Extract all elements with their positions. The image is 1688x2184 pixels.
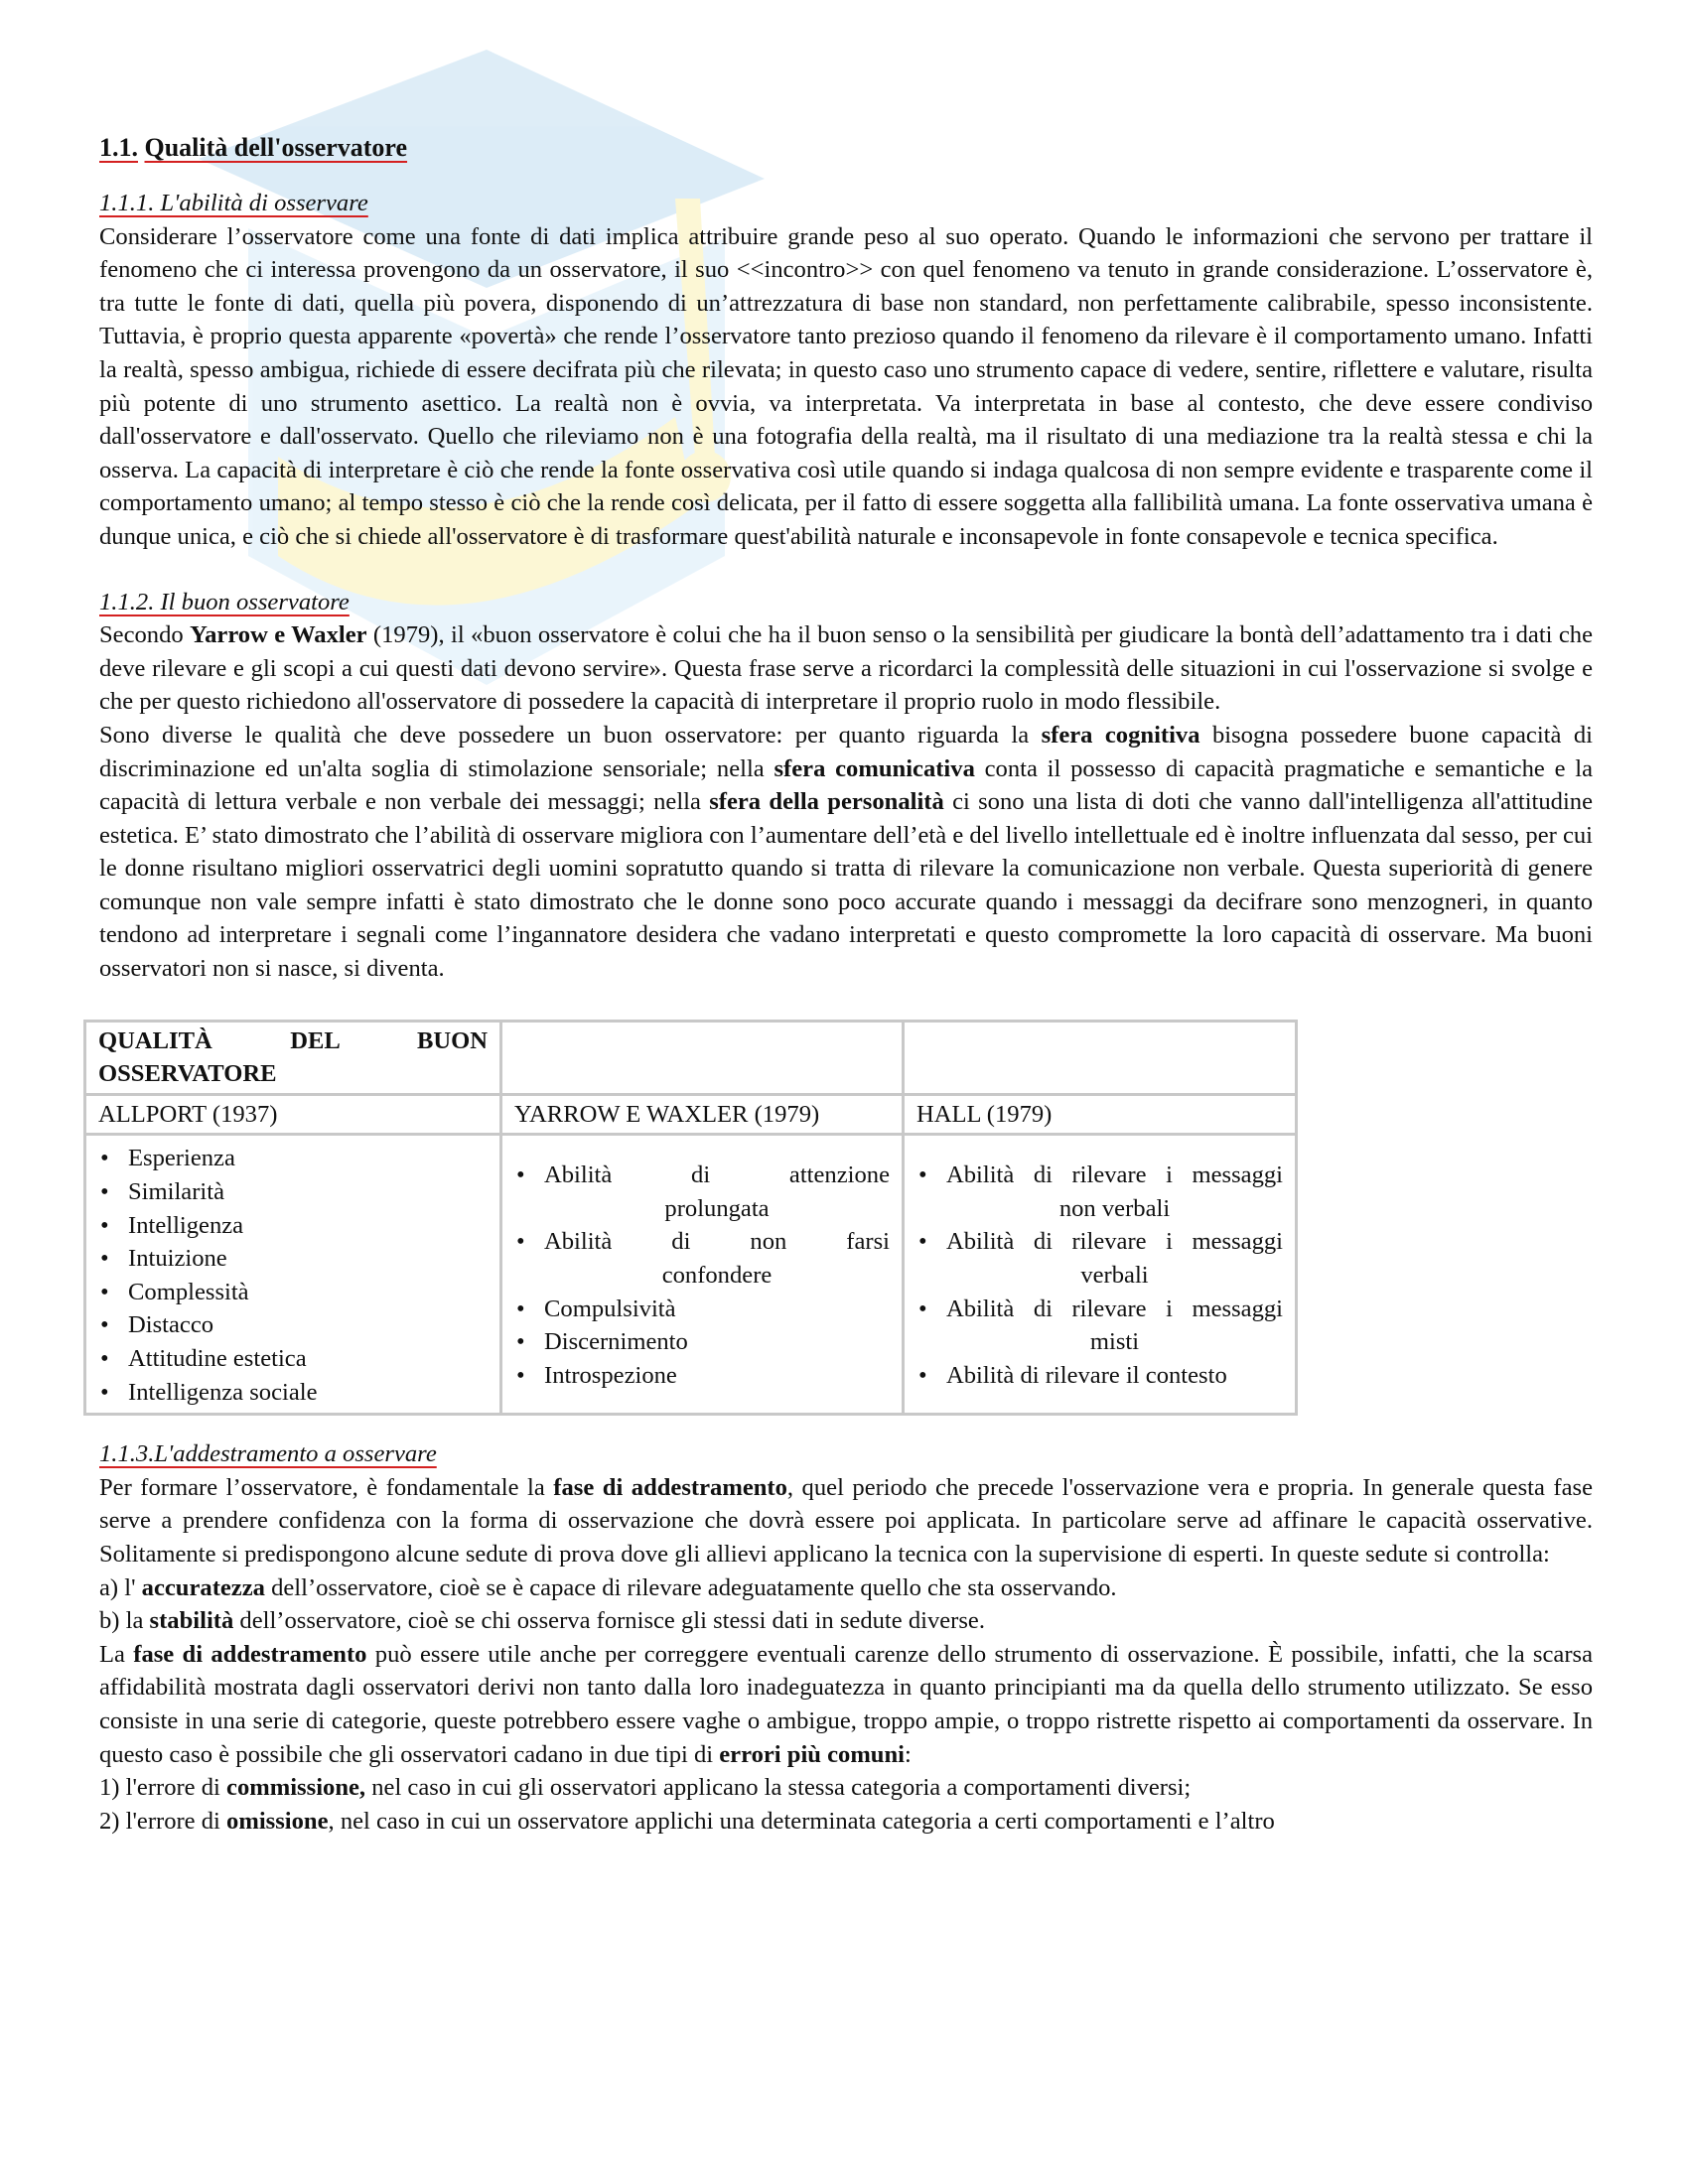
table-cell-hall xyxy=(904,1135,1297,1415)
bullet-list xyxy=(98,1142,488,1409)
bullet-item: • Complessità xyxy=(98,1276,488,1309)
table-header-yarrow-waxler: YARROW E WAXLER (1979) xyxy=(501,1094,904,1135)
subsection-addestramento xyxy=(99,1437,1593,1838)
bullet-item: • Distacco xyxy=(98,1308,488,1342)
bold-term: fase di addestramento xyxy=(133,1640,367,1668)
bold-term: commissione, xyxy=(226,1774,366,1802)
list-item: b) la stabilità dell’osservatore, cioè se chi osserva fornisce gli stessi dati in sedute diverse. xyxy=(99,1607,985,1635)
subsection-buon-osservatore xyxy=(99,586,1593,986)
document-page xyxy=(99,131,1593,1838)
qualities-table xyxy=(83,1020,1298,1417)
bullet-item: • Abilità di rilevare i messaggi misti xyxy=(916,1293,1283,1359)
bold-term: sfera della personalità xyxy=(709,788,944,816)
bullet-item: • Attitudine estetica xyxy=(98,1342,488,1376)
subsection-abilita xyxy=(99,187,1593,554)
bold-term: sfera cognitiva xyxy=(1041,721,1200,749)
bullet-item: • Abilità di non farsi confondere xyxy=(514,1225,890,1292)
subsection-heading: 1.1.2. Il buon osservatore xyxy=(99,588,350,615)
table-title: QUALITÀ DEL BUON OSSERVATORE xyxy=(98,1026,488,1088)
table-cell-yarrow-waxler xyxy=(501,1135,904,1415)
table-row xyxy=(85,1094,1297,1135)
bullet-item: • Abilità di attenzione prolungata xyxy=(514,1159,890,1225)
bullet-list xyxy=(916,1159,1283,1392)
list-item: 2) l'errore di omissione, nel caso in cui un osservatore applichi una determinata categoria a certi comportamenti e l’altro xyxy=(99,1807,1275,1835)
bullet-item: • Intelligenza xyxy=(98,1209,488,1243)
bullet-item: • Compulsività xyxy=(514,1293,890,1326)
bold-term: stabilità xyxy=(149,1607,234,1635)
table-row xyxy=(85,1135,1297,1415)
bullet-item: • Abilità di rilevare i messaggi verbali xyxy=(916,1225,1283,1292)
bullet-item: • Esperienza xyxy=(98,1142,488,1175)
bullet-list xyxy=(514,1159,890,1392)
bullet-item: • Abilità di rilevare il contesto xyxy=(916,1359,1283,1393)
list-item: a) l' accuratezza dell’osservatore, cioè se è capace di rilevare adeguatamente quello che sta osservando. xyxy=(99,1573,1117,1601)
bold-term: omissione xyxy=(226,1807,329,1835)
bold-term: Yarrow e Waxler xyxy=(190,621,367,649)
bold-term: errori più comuni xyxy=(719,1740,905,1768)
bullet-item: • Similarità xyxy=(98,1175,488,1209)
bold-term: accuratezza xyxy=(141,1573,265,1601)
section-number: 1.1. xyxy=(99,133,138,162)
bold-term: fase di addestramento xyxy=(553,1473,787,1501)
table-cell-allport xyxy=(85,1135,501,1415)
table-cell xyxy=(501,1021,904,1094)
bullet-item: • Abilità di rilevare i messaggi non verbali xyxy=(916,1159,1283,1225)
section-title-text: Qualità dell'osservatore xyxy=(144,133,408,162)
subsection-heading: 1.1.1. L'abilità di osservare xyxy=(99,190,368,216)
bullet-item: • Intelligenza sociale xyxy=(98,1376,488,1410)
table-header-hall: HALL (1979) xyxy=(904,1094,1297,1135)
table-row xyxy=(85,1021,1297,1094)
subsection-heading: 1.1.3.L'addestramento a osservare xyxy=(99,1440,437,1468)
table-title-cell xyxy=(85,1021,501,1094)
bold-term: sfera comunicativa xyxy=(774,754,975,782)
paragraph: Secondo Yarrow e Waxler (1979), il «buon osservatore è colui che ha il buon senso o la sensibilità per giudicare la bontà dell’adattamento tra i dati che deve rilevare e gli scopi a cui questi dati devono servire». Questa frase serve a ricordarci la complessità delle situazioni in cui l'osservazione si svolge e che per questo richiedono all'osservatore di possedere la capacità di interpretare il proprio ruolo in modo flessibile. xyxy=(99,621,1593,716)
table-header-allport: ALLPORT (1937) xyxy=(85,1094,501,1135)
paragraph: Per formare l’osservatore, è fondamentale la fase di addestramento, quel periodo che precede l'osservazione vera e propria. In generale questa fase serve a prendere confidenza con la forma di osservazione che dovrà essere poi applicata. In particolare serve ad affinare le capacità osservative. Solitamente si predispongono alcune sedute di prova dove gli allievi applicano la tecnica con la supervisione di esperti. In queste sedute si controlla: xyxy=(99,1473,1593,1568)
list-item: 1) l'errore di commissione, nel caso in cui gli osservatori applicano la stessa categoria a comportamenti diversi; xyxy=(99,1774,1192,1802)
table-cell xyxy=(904,1021,1297,1094)
paragraph: Sono diverse le qualità che deve possedere un buon osservatore: per quanto riguarda la sfera cognitiva bisogna possedere buone capacità di discriminazione ed un'alta soglia di stimolazione sensoriale; nella sfera comunicativa conta il possesso di capacità pragmatiche e semantiche e la capacità di lettura verbale e non verbale dei messaggi; nella sfera della personalità ci sono una lista di doti che vanno dall'intelligenza all'attitudine estetica. E’ stato dimostrato che l’abilità di osservare migliora con l’aumentare dell’età e del livello intellettuale ed è inoltre influenzata dal sesso, per cui le donne risultano migliori osservatrici degli uomini sopratutto quando si tratta di rilevare la comunicazione non verbale. Questa superiorità di genere comunque non vale sempre infatti è stato dimostrato che le donne sono poco accurate quando i messaggi da decifrare sono menzogneri, in quanto tendono ad interpretare i segnali come l’ingannatore desidera che vadano interpretati e questo compromette la loro capacità di osservare. Ma buoni osservatori non si nasce, si diventa. xyxy=(99,721,1593,983)
bullet-item: • Introspezione xyxy=(514,1359,890,1393)
bullet-item: • Discernimento xyxy=(514,1325,890,1359)
bullet-item: • Intuizione xyxy=(98,1242,488,1276)
section-title xyxy=(99,131,1593,165)
paragraph: Considerare l’osservatore come una fonte di dati implica attribuire grande peso al suo operato. Quando le informazioni che servono per trattare il fenomeno che ci interessa provengono da un osservatore, il suo <<incontro>> con quel fenomeno va tenuto in grande considerazione. L’osservatore è, tra tutte le fonte di dati, quella più povera, disponendo di un’attrezzatura di base non standard, non perfettamente calibrabile, spesso inconsistente. Tuttavia, è proprio questa apparente «povertà» che rende l’osservatore tanto prezioso quando il fenomeno da rilevare è il comportamento umano. Infatti la realtà, spesso ambigua, richiede di essere decifrata più che rilevata; in questo caso uno strumento capace di vedere, sentire, riflettere e valutare, risulta più potente di uno strumento asettico. La realtà non è ovvia, va interpretata. Va interpretata in base al contesto, che deve essere condiviso dall'osservatore e dall'osservato. Quello che rileviamo non è una fotografia della realtà, ma il risultato di una mediazione tra la realtà stessa e chi la osserva. La capacità di interpretare è ciò che rende la fonte osservativa così utile quando si indaga qualcosa di non sempre evidente e trasparente come il comportamento umano; al tempo stesso è ciò che la rende così delicata, per il fatto di essere soggetta alla fallibilità umana. La fonte osservativa umana è dunque unica, e ciò che si chiede all'osservatore è di trasformare quest'abilità naturale e inconsapevole in fonte consapevole e tecnica specifica. xyxy=(99,222,1593,550)
paragraph: La fase di addestramento può essere utile anche per correggere eventuali carenze dello strumento di osservazione. È possibile, infatti, che la scarsa affidabilità mostrata dagli osservatori derivi non tanto dalla loro inadeguatezza in quanto principianti ma da quella dello strumento utilizzato. Se esso consiste in una serie di categorie, queste potrebbero essere vaghe o ambigue, troppo ampie, o troppo ristrette rispetto ai comportamenti da osservare. In questo caso è possibile che gli osservatori cadano in due tipi di errori più comuni: xyxy=(99,1640,1593,1768)
